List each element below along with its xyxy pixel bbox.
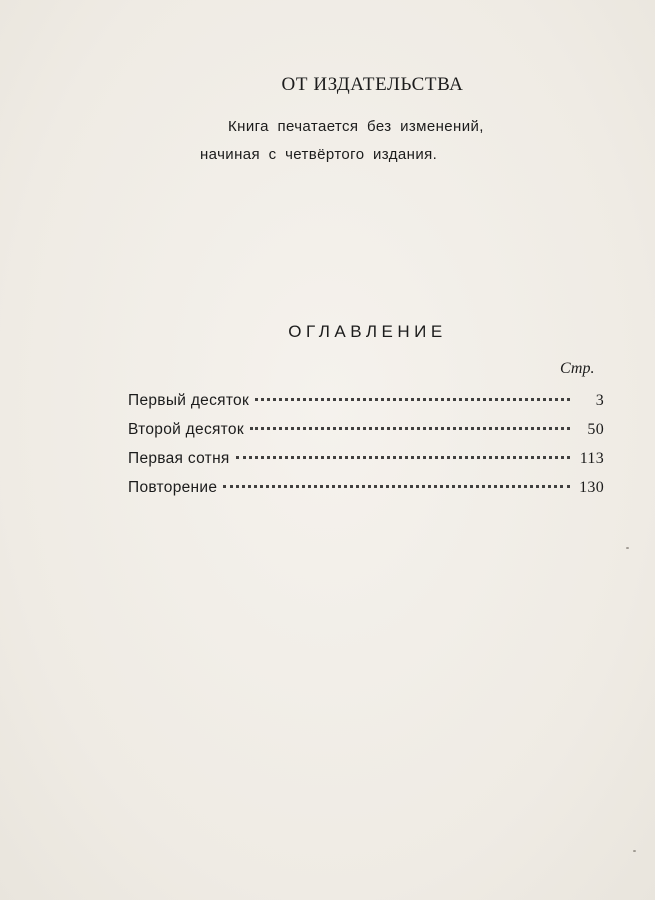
toc-entry-page: 130 — [579, 479, 604, 496]
toc-entry-label: Первый десяток — [128, 392, 250, 409]
publisher-heading: ОТ ИЗДАТЕЛЬСТВА — [281, 74, 464, 95]
toc-leader-dots — [255, 398, 570, 401]
publisher-note-line-1: Книга печатается без изменений, — [228, 118, 484, 135]
toc-entry-page: 3 — [595, 392, 604, 409]
toc-title: ОГЛАВЛЕНИЕ — [288, 322, 447, 341]
table-of-contents — [128, 392, 604, 508]
toc-page-column-header: Стр. — [560, 360, 595, 377]
toc-entry-label: Первая сотня — [128, 450, 230, 467]
toc-entry — [128, 479, 604, 508]
toc-entry-page: 50 — [587, 421, 604, 438]
toc-entry-page: 113 — [579, 450, 604, 467]
toc-leader-dots — [236, 456, 570, 459]
toc-entry — [128, 421, 604, 450]
toc-entry-label: Второй десяток — [128, 421, 244, 438]
toc-entry — [128, 450, 604, 479]
paper-speck — [633, 850, 636, 852]
publisher-note-line-2: начиная с четвёртого издания. — [200, 146, 438, 163]
toc-leader-dots — [223, 485, 570, 488]
paper-speck — [626, 547, 629, 549]
toc-entry — [128, 392, 604, 421]
toc-leader-dots — [250, 427, 570, 430]
toc-entry-label: Повторение — [128, 479, 218, 496]
